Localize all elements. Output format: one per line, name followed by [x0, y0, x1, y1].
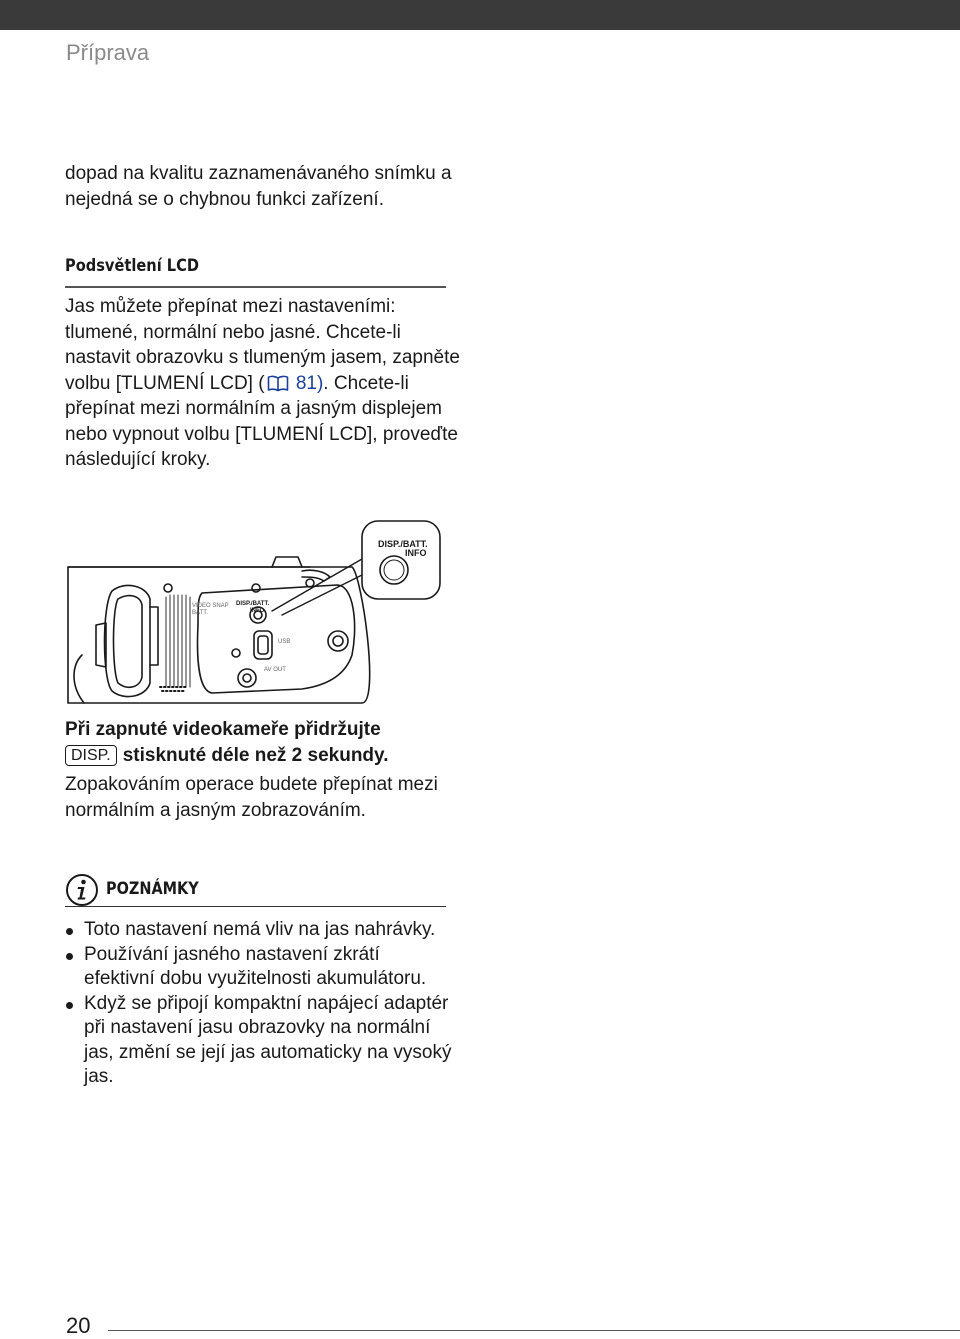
book-icon [267, 375, 289, 392]
intro-text: dopad na kvalitu zaznamenávaného snímku a nejedná se o chybnou funkci zařízení. [65, 163, 452, 210]
callout-label: DISP./BATT. [378, 539, 428, 549]
info-icon [65, 873, 99, 907]
callout-label-info: INFO [405, 548, 427, 558]
lcd-paragraph-end: . Chcete-li přepínat mezi normálním a jasným displejem nebo vypnout volbu [TLUMENÍ LCD], proveďte následující kroky. [65, 372, 458, 470]
camcorder-illustration [62, 515, 446, 710]
lcd-paragraph [65, 294, 465, 473]
repeat-paragraph: Zopakováním operace budete přepínat mezi normálním a jasným zobrazováním. [65, 774, 438, 821]
instruction [65, 717, 465, 769]
video-snap-label: VIDEO SNAP [192, 603, 229, 609]
lcd-section-title: Podsvětlení LCD [65, 256, 199, 276]
disp-label: DISP./BATT. [236, 601, 270, 607]
disp-info-label: INFO [250, 608, 265, 614]
instruction-line1: Při zapnuté videokameře přidržujte [65, 719, 381, 740]
notes-list [65, 918, 455, 1090]
disp-key-icon: DISP. [65, 745, 117, 766]
top-bar [0, 0, 960, 30]
list-item: Toto nastavení nemá vliv na jas nahrávky. [65, 918, 455, 943]
usb-label: USB [278, 639, 291, 645]
page-number: 20 [66, 1313, 91, 1338]
batt-label: BATT. [192, 610, 208, 616]
instruction-line2: stisknuté déle než 2 sekundy. [122, 745, 389, 766]
footer-rule [108, 1330, 960, 1331]
list-item: Používání jasného nastavení zkrátí efektivní dobu využitelnosti akumulátoru. [65, 943, 455, 992]
page-reference[interactable]: 81) [265, 373, 324, 394]
section-rule [65, 286, 446, 288]
av-out-label: AV OUT [264, 667, 286, 673]
notes-title: POZNÁMKY [106, 879, 199, 899]
list-item: Když se připojí kompaktní napájecí adaptér při nastavení jasu obrazovky na normální jas, změní se její jas automaticky na vysoký jas. [65, 992, 455, 1090]
notes-rule [65, 906, 446, 907]
lcd-paragraph-start: Jas můžete přepínat mezi nastaveními: tlumené, normální nebo jasné. Chcete-li nastavit obrazovku s tlumeným jasem, zapněte volbu [TLUMENÍ LCD] ( [65, 296, 460, 394]
page-reference-number: 81 [295, 372, 317, 394]
section-header: Příprava [66, 40, 150, 65]
